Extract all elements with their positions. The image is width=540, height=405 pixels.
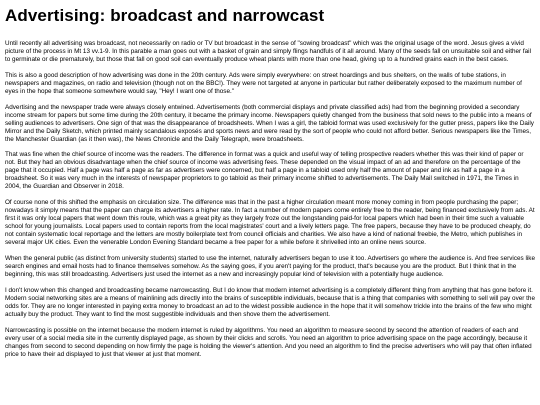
article-paragraph: Until recently all advertising was broadcast, not necessarily on radio or TV but broadcast in the sense of "sowing broadcast" which was the original usage of the word. Jesus gives a vivid picture of the process in Mt 13 vv.1-9. In this parable a man goes out with a basket of grain and simply flings handfuls of it all around. Many of the seeds fall on unsuitable soil and either fail to germinate or die prematurely, but those that fall on good soil can eventually produce wheat plants with more than one head, giving up to a hundred grains each in the best cases. bbox=[5, 40, 532, 63]
article-paragraph: I don't know when this changed and broadcasting became narrowcasting. But I do know that modern internet advertising is a completely different thing from anything that has gone before it. Modern social networking sites are a means of mainlining ads directly into the brains of susceptible individuals, because that is a thing that companies with something to sell will pay over the odds for. They are no longer interested in paying extra money to broadcast an ad to the widest possible audience in the hope that it will somehow trickle into the brains of the few who might actually buy the product. They want to find the most suggestible individuals and then shove them the advertisement. bbox=[5, 286, 535, 318]
article-title: Advertising: broadcast and narrowcast bbox=[5, 6, 325, 25]
article-paragraph: Advertising and the newspaper trade were always closely entwined. Advertisements (both commercial displays and private classified ads) had from the beginning provided a secondary income stream for papers but some time during the 20th century, it became the primary income. Newspapers quietly changed from the business that sold news to the public into a means of selling audiences to advertisers. One sign of that was the disappearance of broadsheets. When I was a girl, the tabloid format was used exclusively for the gutter press, papers like the Daily Mirror and the Daily Sketch, which printed mainly scandalous exposés and sports news and were read by the sort of people who could not afford better. Serious newspapers like the Times, the Manchester Guardian (as it then was), the News Chronicle and the Daily Telegraph, were broadsheets. bbox=[5, 103, 534, 143]
article-paragraph: Narrowcasting is possible on the internet because the modern internet is ruled by algorithms. You need an algorithm to measure second by second the attention of readers of each and every user of a social media site in the currently displayed page, as shown by their clicks and scrolls. You need an algorithm to price advertising space on the page accordingly, because it changes from second to second depending on how firmly the page is holding the viewer's attention. And you need an algorithm to find the precise advertisers who will pay that often inflated price to have their ad displayed to just that viewer at just that moment. bbox=[5, 326, 532, 358]
article-paragraph: That was fine when the chief source of income was the readers. The difference in format was a quick and useful way of telling prospective readers whether this was their kind of paper or not. But they had an obvious disadvantage when the chief source of income was advertising fees. These depended on the visual impact of an ad and therefore on the percentage of the page that it occupied. Half a page was half a page as far as advertisers were concerned, but half a page in a tabloid used only half the amount of paper and ink as half a page in a broadsheet. So it was very much in the interests of newspaper proprietors to go tabloid as their primary income shifted to advertisements. The Daily Mail switched in 1971, the Times in 2004, the Guardian and Observer in 2018. bbox=[5, 151, 524, 191]
article-paragraph: This is also a good description of how advertising was done in the 20th century. Ads were simply everywhere: on street hoardings and bus shelters, on the walls of tube stations, in newspapers and magazines, on radio and television (though not on the BBC!). They were not targeted at anyone in particular but rather deliberately exposed to the maximum number of eyes in the hope that someone somewhere would say, "Hey! I want one of those." bbox=[5, 71, 522, 95]
article-paragraph: Of course none of this shifted the emphasis on circulation size. The difference was that in the past a higher circulation meant more money coming in from people purchasing the paper; nowadays it simply means that the paper can charge its advertisers a higher rate. In fact a number of modern papers come entirely free to the reader, being financed exclusively from ads. At first it was only local papers that went down this route, which was a great pity as they largely froze out the longstanding paid-for local papers which had been in their time such a valuable school for young journalists. Local papers used to contain reports from the local magistrates' court and a lively letters page. The free papers, because they have to be produced cheaply, do not contain systematic local reportage and the letters are mostly boilerplate text from council officials and charities. We also have a kind of national freebie, the Metro, which publishes in several major UK cities. Even the venerable London Evening Standard became a free paper for a while before it shrivelled into an online news source. bbox=[5, 199, 535, 247]
article-paragraph: When the general public (as distinct from university students) started to use the internet, naturally advertisers began to use it too. Advertisers go where the audience is. And free services like search engines and email hosts had to finance themselves somehow. As the saying goes, if you aren't paying for the product, that's because you are the product. But I think that in the beginning, this was still broadcasting. Advertisers just used the internet as a new and increasingly popular kind of television with a potentially huge audience. bbox=[5, 254, 535, 278]
